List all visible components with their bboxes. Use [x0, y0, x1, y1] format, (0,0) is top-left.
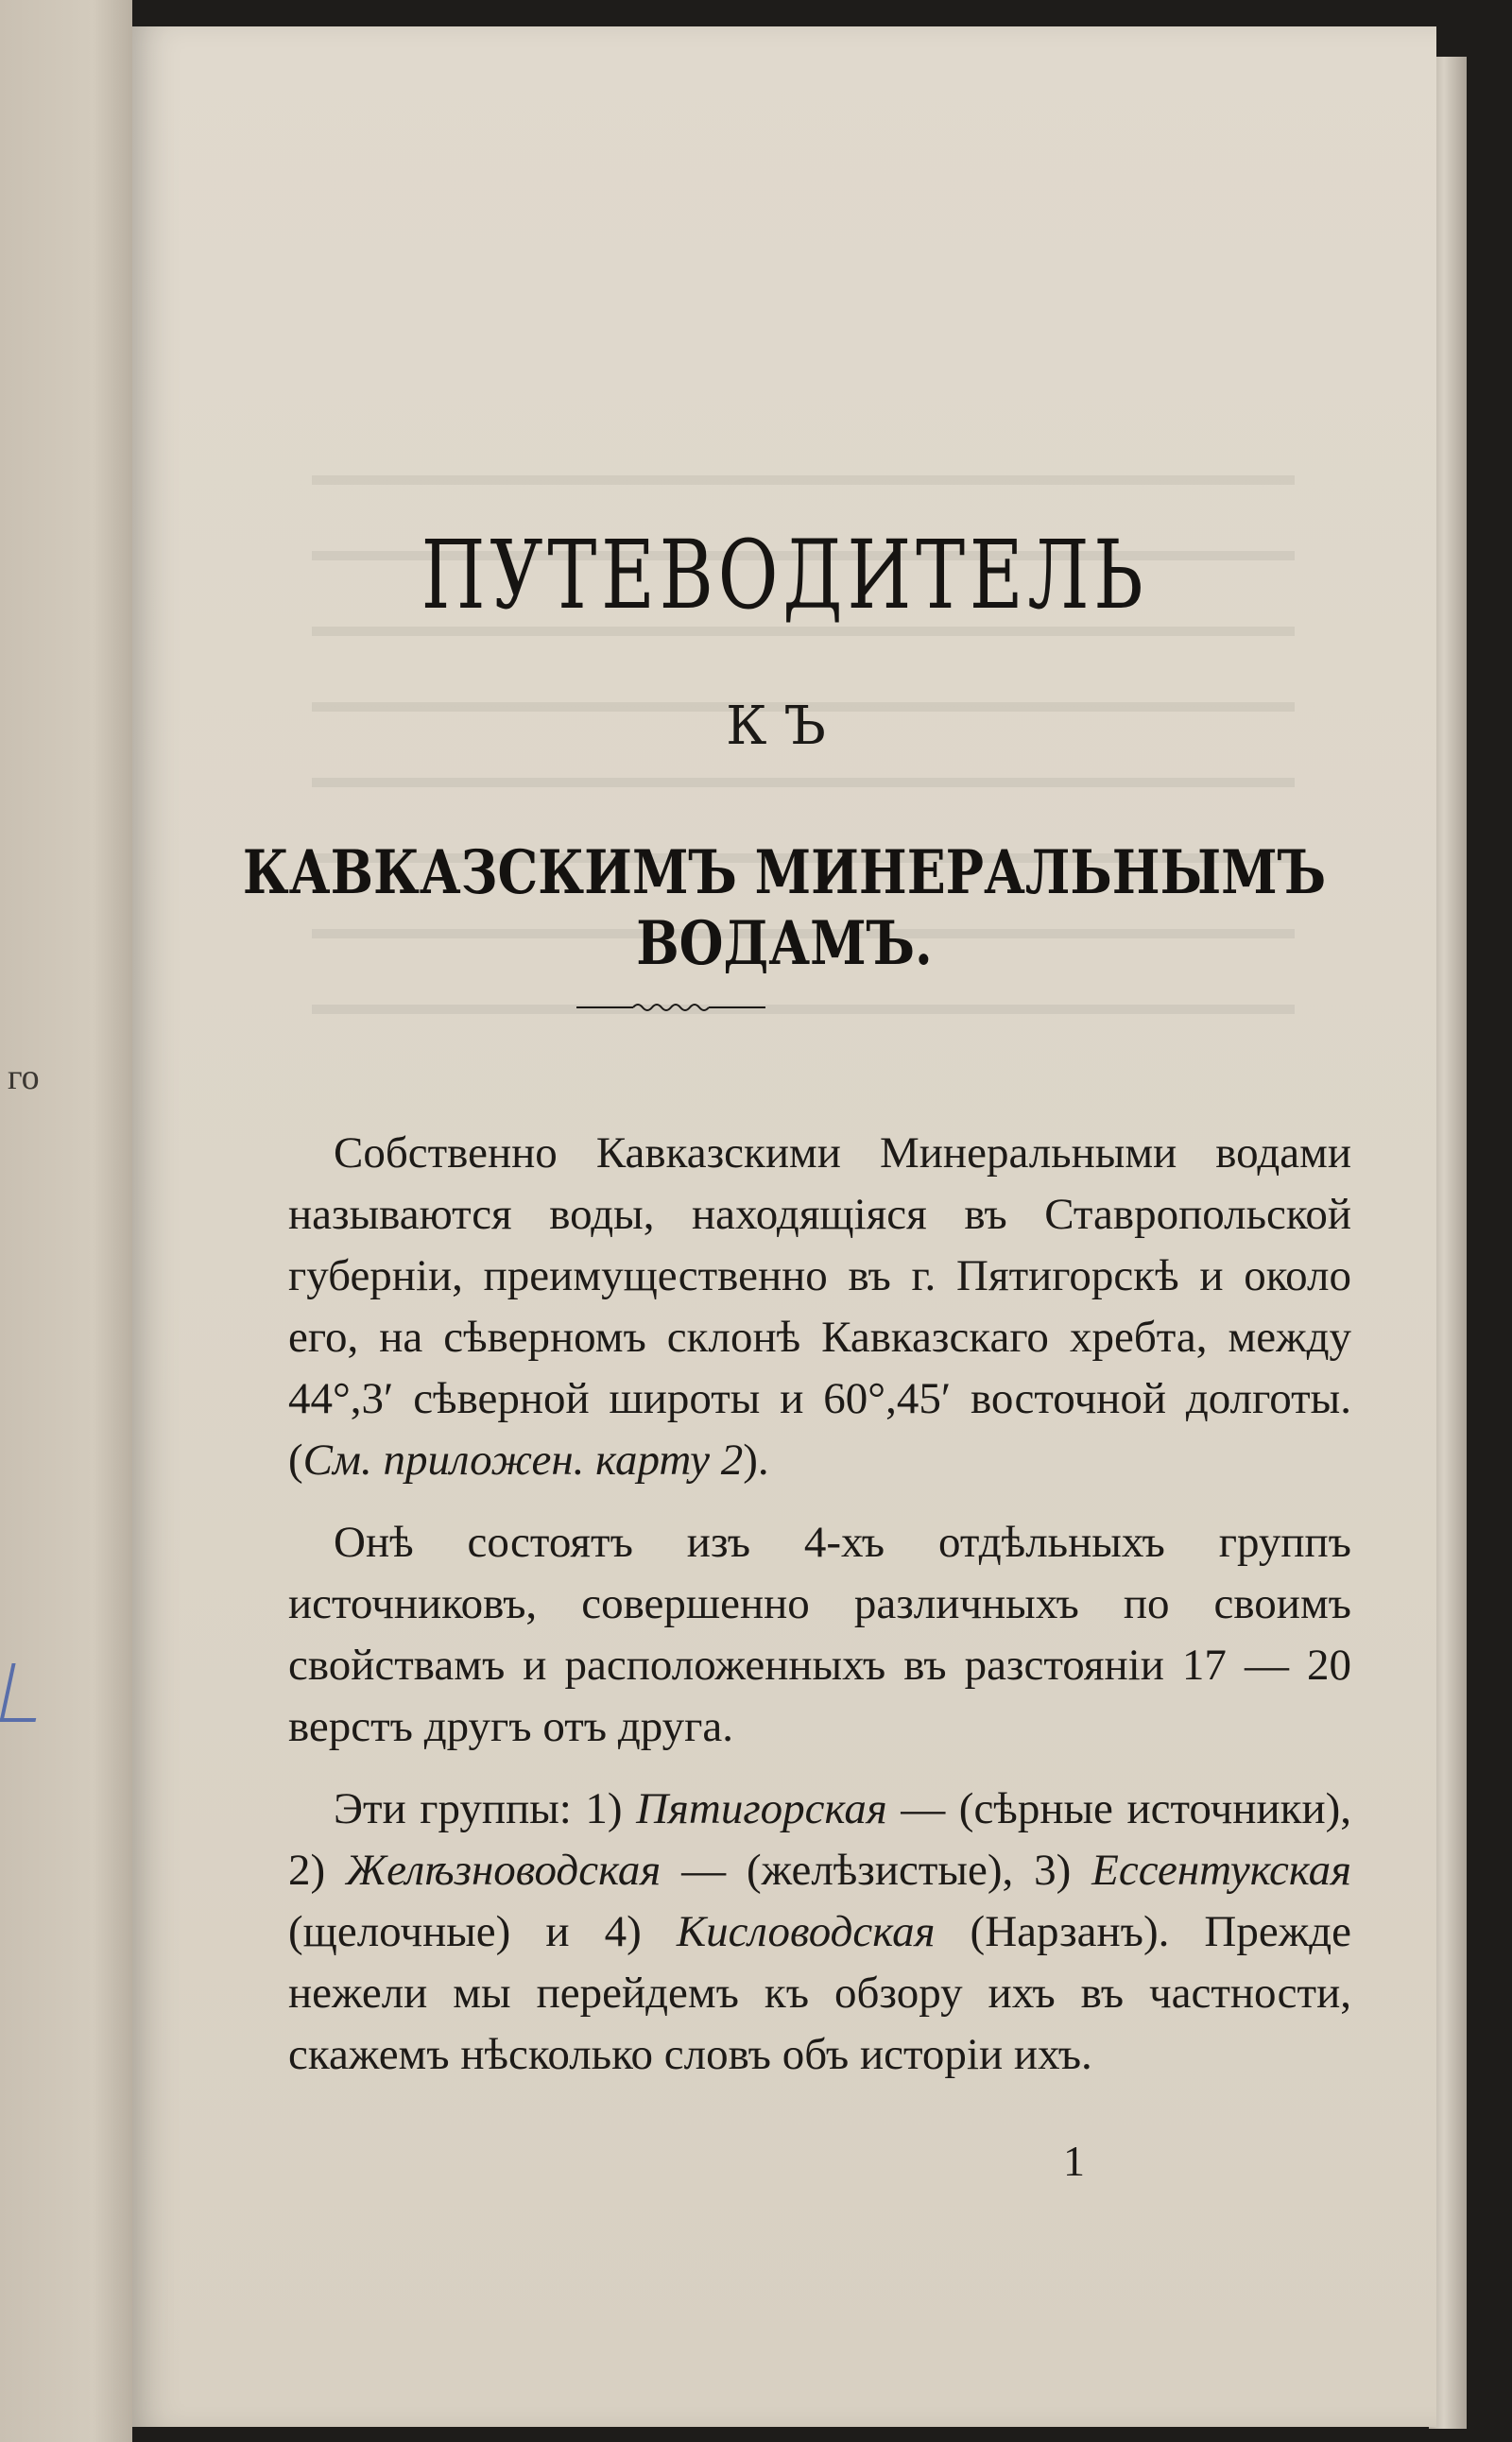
paragraph: Эти группы: 1) Пятигорская — (сѣрные источники), 2) Желѣзноводская — (желѣзистые), 3) Ессентукская (щелочные) и 4) Кисловодская (Нарзанъ). Прежде нежели мы перейдемъ къ обзору ихъ въ частности, скажемъ нѣсколько словъ объ исторіи ихъ.	[288, 1784, 1352, 2079]
body-text	[288, 1123, 1351, 2107]
paragraph: Онѣ состоятъ изъ 4-хъ отдѣльныхъ группъ источниковъ, совершенно различныхъ по своимъ свойствамъ и расположенныхъ въ разстояніи 17 — 20 верстъ другъ отъ друга.	[288, 1518, 1351, 1751]
ink-mark	[0, 1663, 48, 1722]
title-preposition: КЪ	[726, 696, 843, 757]
facing-page	[0, 0, 132, 2442]
page-subtitle: КАВКАЗСКИМЪ МИНЕРАЛЬНЫМЪ ВОДАМЪ.	[242, 837, 1327, 979]
facing-page-fragment: го	[8, 1058, 40, 1097]
page-number: 1	[1063, 2137, 1085, 2185]
page-title: ПУТЕВОДИТЕЛЬ	[421, 520, 1148, 630]
paragraph: Собственно Кавказскими Минеральными водами называются воды, находящіяся въ Ставропольской губерніи, преимущественно въ г. Пятигорскѣ и около его, на сѣверномъ склонѣ Кавказскаго хребта, между 44°,3′ сѣверной широты и 60°,45′ восточной долготы. (См. приложен. карту 2).	[288, 1128, 1351, 1485]
book-page	[132, 26, 1436, 2427]
ornament-rule	[576, 1000, 765, 1015]
